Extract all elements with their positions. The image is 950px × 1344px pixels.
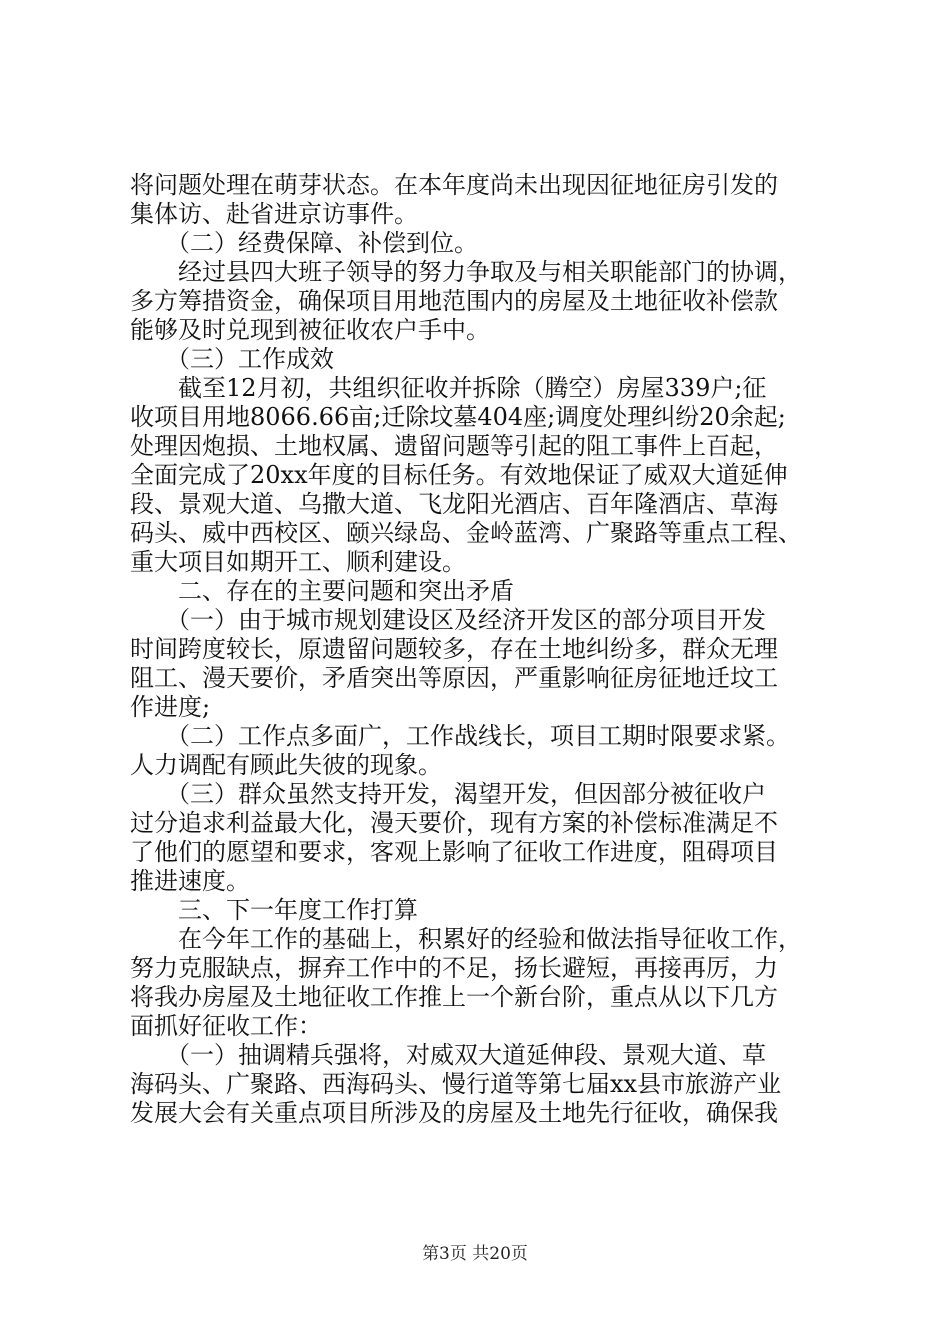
- document-body: [130, 171, 830, 1128]
- page-footer: 第3页 共20页: [422, 1244, 528, 1264]
- text-line: 三、下一年度工作打算: [130, 896, 418, 924]
- text-line: 时间跨度较长，原遗留问题较多，存在土地纠纷多，群众无理: [130, 635, 778, 663]
- text-line: 码头、威中西校区、颐兴绿岛、金岭蓝湾、广聚路等重点工程、: [130, 519, 802, 547]
- text-line: 面抓好征收工作：: [130, 1012, 322, 1040]
- text-line: 截至12月初，共组织征收并拆除（腾空）房屋339户;征: [130, 374, 767, 402]
- text-line: 将我办房屋及土地征收工作推上一个新台阶，重点从以下几方: [130, 983, 778, 1011]
- text-line: 能够及时兑现到被征收农户手中。: [130, 316, 490, 344]
- text-line: 处理因炮损、土地权属、遗留问题等引起的阻工事件上百起，: [130, 432, 778, 460]
- text-line: 人力调配有顾此失彼的现象。: [130, 751, 442, 779]
- text-line: （二）工作点多面广，工作战线长，项目工期时限要求紧。: [130, 722, 790, 750]
- text-line: （二）经费保障、补偿到位。: [130, 229, 478, 257]
- text-line: 收项目用地8066.66亩;迁除坟墓404座;调度处理纠纷20余起;: [130, 403, 786, 431]
- text-line: 发展大会有关重点项目所涉及的房屋及土地先行征收，确保我: [130, 1099, 778, 1127]
- text-line: 段、景观大道、乌撒大道、飞龙阳光酒店、百年隆酒店、草海: [130, 490, 778, 518]
- text-line: 阻工、漫天要价，矛盾突出等原因，严重影响征房征地迁坟工: [130, 664, 778, 692]
- text-line: 经过县四大班子领导的努力争取及与相关职能部门的协调，: [130, 258, 802, 286]
- text-line: 海码头、广聚路、西海码头、慢行道等第七届xx县市旅游产业: [130, 1070, 782, 1098]
- text-line: 作进度;: [130, 693, 211, 721]
- text-line: （一）抽调精兵强将，对威双大道延伸段、景观大道、草: [130, 1041, 766, 1069]
- text-line: 二、存在的主要问题和突出矛盾: [130, 577, 514, 605]
- text-line: 了他们的愿望和要求，客观上影响了征收工作进度，阻碍项目: [130, 838, 778, 866]
- text-line: （一）由于城市规划建设区及经济开发区的部分项目开发: [130, 606, 766, 634]
- text-line: 全面完成了20xx年度的目标任务。有效地保证了威双大道延伸: [130, 461, 788, 489]
- text-line: （三）工作成效: [130, 345, 334, 373]
- text-line: 推进速度。: [130, 867, 250, 895]
- text-line: 将问题处理在萌芽状态。在本年度尚未出现因征地征房引发的: [130, 171, 778, 199]
- text-line: 努力克服缺点，摒弃工作中的不足，扬长避短，再接再厉，力: [130, 954, 778, 982]
- text-line: 多方筹措资金，确保项目用地范围内的房屋及土地征收补偿款: [130, 287, 778, 315]
- text-line: 集体访、赴省进京访事件。: [130, 200, 418, 228]
- text-line: 在今年工作的基础上，积累好的经验和做法指导征收工作，: [130, 925, 802, 953]
- text-line: 过分追求利益最大化，漫天要价，现有方案的补偿标准满足不: [130, 809, 778, 837]
- text-line: 重大项目如期开工、顺利建设。: [130, 548, 466, 576]
- text-line: （三）群众虽然支持开发，渴望开发，但因部分被征收户: [130, 780, 766, 808]
